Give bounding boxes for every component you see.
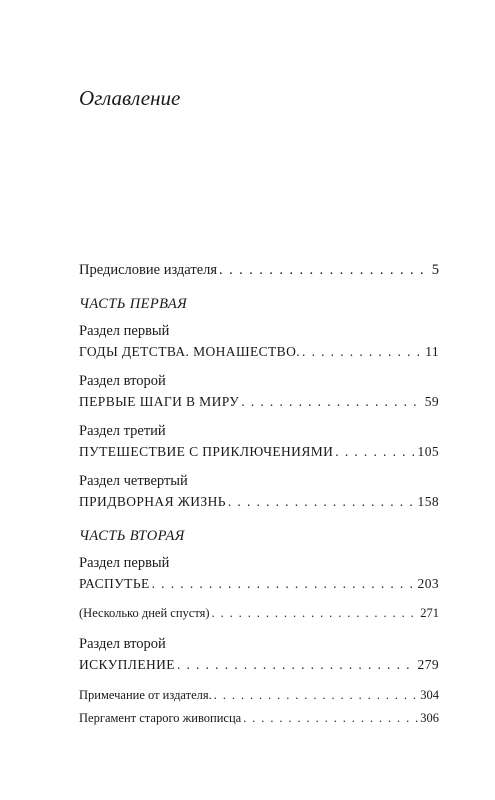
- section-heading: Раздел первый: [79, 555, 170, 571]
- dot-leader: [241, 394, 422, 410]
- toc-entry-label: ИСКУПЛЕНИЕ: [79, 657, 175, 672]
- toc-entry-chapter[interactable]: [79, 576, 439, 592]
- toc-entry-label: ГОДЫ ДЕТСТВА. МОНАШЕСТВО.: [79, 344, 301, 359]
- toc-entry-label: ПЕРВЫЕ ШАГИ В МИРУ: [79, 394, 240, 409]
- dot-leader: [302, 344, 423, 360]
- toc-entry-label: РАСПУТЬЕ: [79, 576, 150, 591]
- toc-entry-chapter[interactable]: [79, 657, 439, 673]
- toc-entry-page: 11: [425, 344, 439, 359]
- toc-entry-label: Предисловие издателя: [79, 262, 218, 278]
- dot-leader: [152, 576, 416, 592]
- toc-entry-page: 158: [417, 494, 439, 509]
- part-heading-2: ЧАСТЬ ВТОРАЯ: [79, 528, 185, 544]
- dot-leader: [214, 688, 418, 703]
- toc-entry-label: Пергамент старого живописца: [79, 711, 242, 725]
- section-heading: Раздел второй: [79, 636, 166, 652]
- toc-entry-label: (Несколько дней спустя): [79, 606, 210, 620]
- dot-leader: [335, 444, 415, 460]
- toc-entry-chapter[interactable]: [79, 394, 439, 410]
- page-title: Оглавление: [79, 86, 181, 110]
- toc-entry-page: 105: [417, 444, 439, 459]
- toc-entry-page: 59: [424, 394, 439, 409]
- toc-entry-label: ПУТЕШЕСТВИЕ С ПРИКЛЮЧЕНИЯМИ: [79, 444, 334, 459]
- toc-entry-page: 279: [417, 657, 439, 672]
- toc-entry-page: 271: [420, 606, 439, 620]
- toc-entry-label: Примечание от издателя.: [79, 688, 212, 702]
- toc-entry-chapter[interactable]: [79, 344, 439, 360]
- toc-entry-preface[interactable]: [79, 262, 439, 279]
- dot-leader: [243, 711, 418, 726]
- section-heading: Раздел четвертый: [79, 473, 188, 489]
- part-heading-1: ЧАСТЬ ПЕРВАЯ: [79, 296, 188, 312]
- section-heading: Раздел третий: [79, 423, 166, 439]
- dot-leader: [219, 262, 430, 279]
- toc-entry-page: 306: [420, 711, 439, 725]
- section-heading: Раздел второй: [79, 373, 166, 389]
- toc-entry-page: 203: [417, 576, 439, 591]
- toc-entry-page: 5: [431, 262, 439, 278]
- dot-leader: [177, 657, 416, 673]
- toc-entry-chapter[interactable]: [79, 494, 439, 510]
- toc-entry-label: ПРИДВОРНАЯ ЖИЗНЬ: [79, 494, 226, 509]
- toc-entry-subchapter[interactable]: [79, 606, 439, 621]
- toc-entry-page: 304: [420, 688, 439, 702]
- dot-leader: [212, 606, 419, 621]
- dot-leader: [228, 494, 416, 510]
- toc-entry-parchment[interactable]: [79, 711, 439, 726]
- section-heading: Раздел первый: [79, 323, 170, 339]
- toc-entry-chapter[interactable]: [79, 444, 439, 460]
- toc-entry-note[interactable]: [79, 688, 439, 703]
